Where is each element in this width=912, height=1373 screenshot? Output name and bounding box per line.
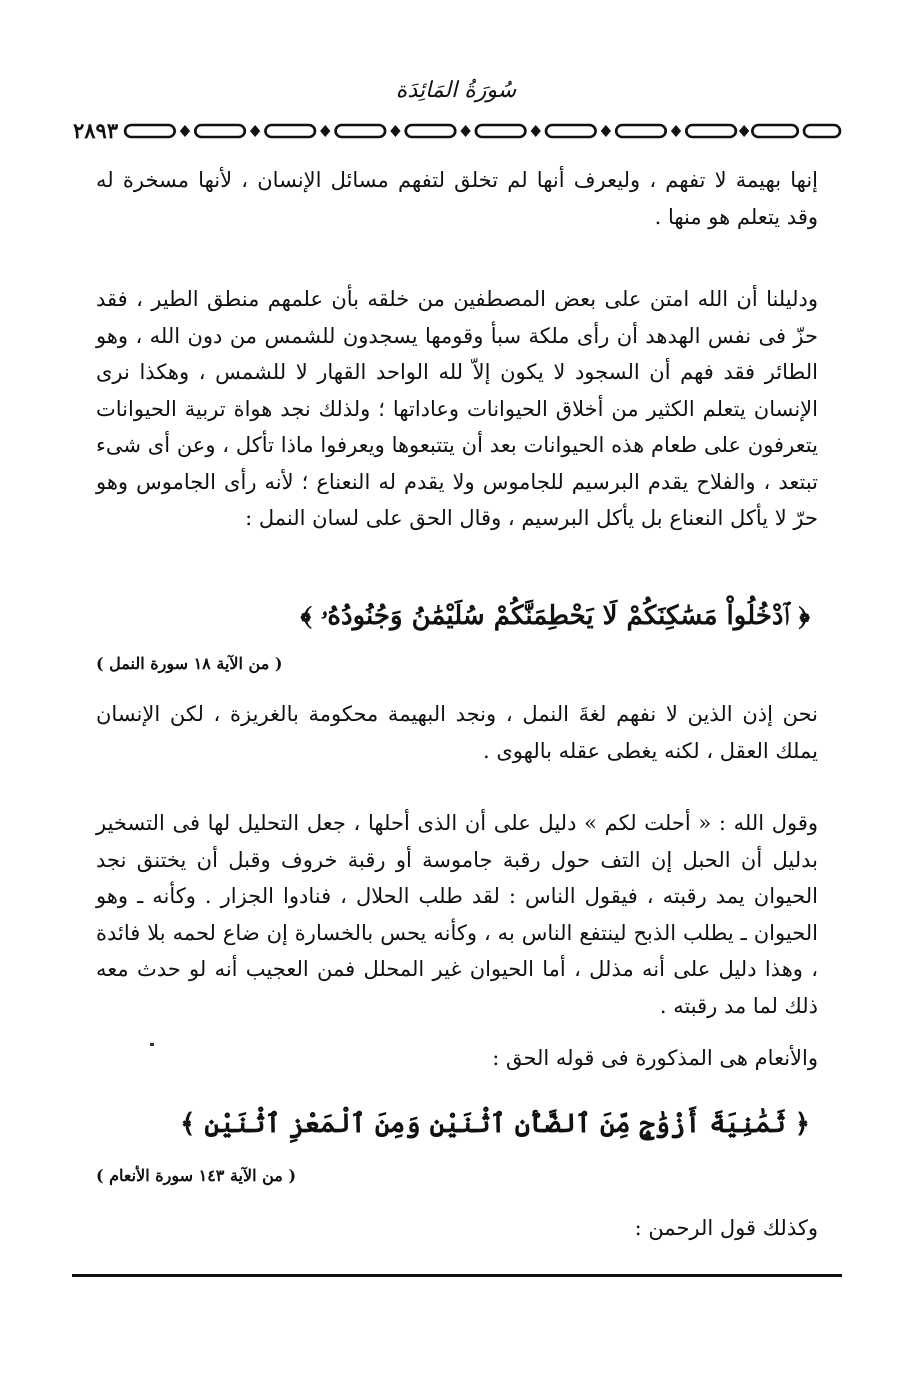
paragraph-6: وكذلك قول الرحمن :: [634, 1216, 818, 1240]
chain-end-icon: [802, 118, 842, 144]
verse-reference-naml: ( من الآية ١٨ سورة النمل ): [96, 654, 283, 673]
header-ornament-border: [70, 116, 842, 146]
paragraph-4: وقول الله : « أحلت لكم » دليل على أن الذى أحلها ، جعل التحليل لها فى التسخير بدليل أن الحبل إن التف حول رقبة جاموسة أو رقبة خروف وقبل أن يختنق نجد الحيوان يمد رقبته ، فيقول الناس : لقد طلب الحلال ، فنادوا الجزار . وكأنه ـ وهو الحيوان ـ يطلب الذبح لينتفع الناس به ، وكأنه يحس بالخسارة إن ضاع لحمه بلا فائدة ، وهذا دليل على أنه مذلل ، أما الحيوان غير المحلل فمن العجيب أنه لو حدث معه ذلك لما مد رقبته .: [96, 811, 818, 1018]
surah-title: سُورَةُ المَائِدَة: [395, 78, 517, 103]
page-number: ٢٨٩٣: [70, 119, 121, 143]
quran-verse-naml: ﴿ ٱدْخُلُواْ مَسَٰكِنَكُمْ لَا يَحْطِمَنَّكُمْ سُلَيْمَٰنُ وَجُنُودُهُۥ ﴾: [300, 601, 810, 631]
paragraph-5: والأنعام هى المذكورة فى قوله الحق :: [492, 1046, 818, 1070]
quran-verse-anam: ﴿ ثَمَٰنِيَةَ أَزْوَٰجٍ مِّنَ ٱلضَّأْنِ ٱثْنَيْنِ وَمِنَ ٱلْمَعْزِ ٱثْنَيْنِ ﴾: [180, 1109, 810, 1139]
paragraph-1: إنها بهيمة لا تفهم ، وليعرف أنها لم تخلق لتفهم مسائل الإنسان ، لأنها مسخرة له وقد يتعلم هو منها .: [96, 168, 818, 229]
paragraph-2: ودليلنا أن الله امتن على بعض المصطفين من خلقه بأن علمهم منطق الطير ، فقد حزّ فى نفس الهدهد أن رأى ملكة سبأ وقومها يسجدون للشمس من دون الله ، وهو الطائر فقد فهم أن السجود لا يكون إلاّ لله الواحد القهار لا للشمس ، وهكذا نرى الإنسان يتعلم الكثير من أخلاق الحيوانات وعاداتها ؛ ولذلك نجد هواة تربية الحيوانات يتعرفون على طعام هذه الحيوانات بعد أن يتتبعوها ويعرفوا ماذا تأكل ، وعن أى شىء تبتعد ، والفلاح يقدم البرسيم للجاموس ولا يقدم له النعناع ؛ لأنه رأى الجاموس وهو حرّ لا يأكل النعناع بل يأكل البرسيم ، وقال الحق على لسان النمل :: [96, 287, 818, 530]
paragraph-3: نحن إذن الذين لا نفهم لغةَ النمل ، ونجد البهيمة محكومة بالغريزة ، لكن الإنسان يملك العقل ، لكنه يغطى عقله بالهوى .: [96, 702, 818, 763]
chain-ornament-icon: [121, 118, 802, 144]
verse-reference-anam: ( من الآية ١٤٣ سورة الأنعام ): [96, 1166, 297, 1185]
footer-rule: [72, 1274, 842, 1277]
